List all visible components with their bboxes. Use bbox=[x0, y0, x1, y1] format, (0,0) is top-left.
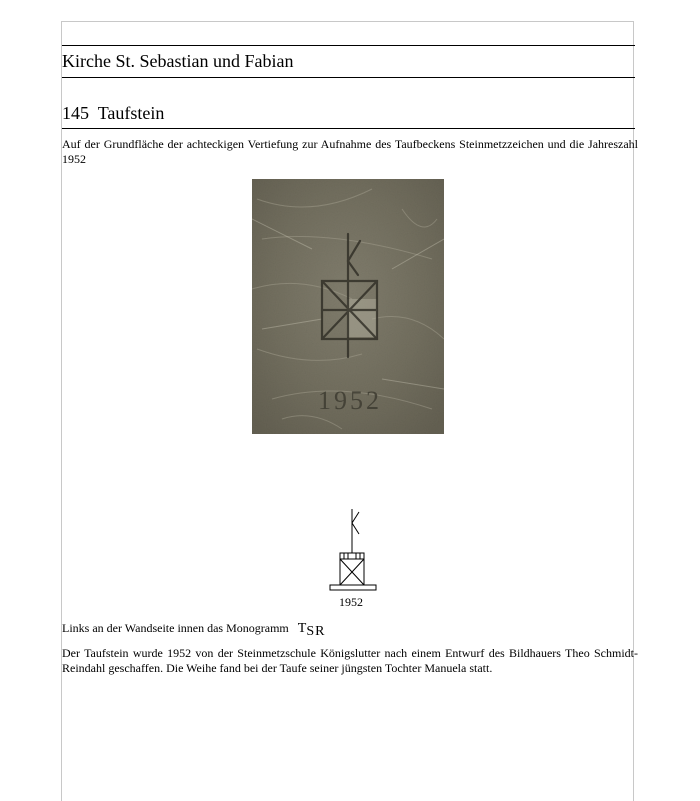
monogram-r: R bbox=[315, 624, 325, 639]
section-rule bbox=[62, 128, 635, 129]
stonemason-mark-photo bbox=[252, 179, 444, 434]
intro-paragraph: Auf der Grundfläche der achteckigen Vertiefung zur Aufnahme des Taufbeckens Steinmetzzeichen und die Jahreszahl 1952 bbox=[62, 137, 638, 166]
section-heading bbox=[62, 102, 164, 124]
mark-caption-year: 1952 bbox=[339, 595, 363, 609]
stonemason-mark-drawing bbox=[327, 507, 387, 593]
church-title: Kirche St. Sebastian und Fabian bbox=[62, 51, 294, 71]
monogram-tsr bbox=[297, 621, 325, 639]
monogram-t: T bbox=[297, 621, 307, 636]
section-title: Taufstein bbox=[97, 103, 165, 123]
closing-paragraph: Der Taufstein wurde 1952 von der Steinmetzschule Königslutter nach einem Entwurf des Bildhauers Theo Schmidt-Reindahl geschaffen. Die Weihe fand bei der Taufe seiner jüngsten Tochter Manuela statt. bbox=[62, 646, 638, 675]
monogram-text: Links an der Wandseite innen das Monogramm bbox=[62, 621, 289, 635]
document-page bbox=[61, 21, 638, 801]
photo-carved-year: 1952 bbox=[318, 386, 382, 415]
title-rule-bottom bbox=[62, 77, 635, 78]
monogram-paragraph bbox=[62, 621, 638, 639]
title-rule-top bbox=[62, 45, 635, 46]
section-number: 145 bbox=[62, 103, 89, 123]
monogram-s: S bbox=[306, 624, 315, 639]
